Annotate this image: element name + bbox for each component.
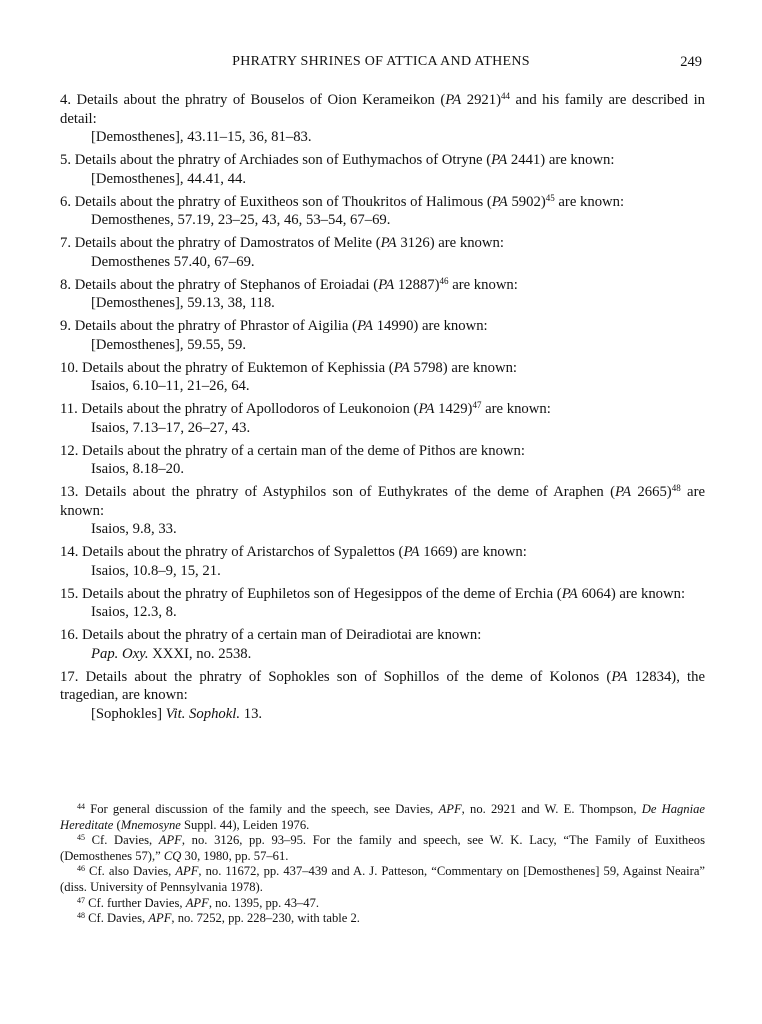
entry-14 bbox=[60, 543, 705, 580]
entry-citation: Isaios, 12.3, 8. bbox=[91, 604, 177, 620]
entry-citation: Isaios, 9.8, 33. bbox=[91, 521, 177, 537]
entry-description: 13. Details about the phratry of Astyphilos son of Euthykrates of the deme of Araphen (PA 2665)$^{48}$ are known: bbox=[60, 483, 705, 519]
entry-description: 15. Details about the phratry of Euphiletos son of Hegesippos of the deme of Erchia (PA 6064) are known: bbox=[60, 585, 686, 602]
entry-citation: [Demosthenes], 43.11–15, 36, 81–83. bbox=[91, 129, 312, 145]
footnote-48: $^{48}$ Cf. Davies, APF, no. 7252, pp. 228–230, with table 2. bbox=[77, 911, 360, 926]
entry-description: 8. Details about the phratry of Stephanos of Eroiadai (PA 12887)$^{46}$ are known: bbox=[60, 275, 518, 293]
entry-15 bbox=[60, 585, 705, 622]
entry-10 bbox=[60, 359, 705, 396]
entry-description: 11. Details about the phratry of Apollodoros of Leukonoion (PA 1429)$^{47}$ are known: bbox=[60, 400, 551, 417]
footnote-ref[interactable]: 48 bbox=[671, 483, 681, 493]
footnote-ref[interactable]: 44 bbox=[501, 91, 511, 101]
entry-description: 14. Details about the phratry of Aristarchos of Sypalettos (PA 1669) are known: bbox=[60, 544, 527, 560]
footnote-45: $^{45}$ Cf. Davies, APF, no. 3126, pp. 93–95. For the family and speech, see W. K. Lacy, “The Family of Euxitheos (Demosthenes 57),” CQ 30, 1980, pp. 57–61. bbox=[60, 833, 705, 863]
entry-citation: Demosthenes 57.40, 67–69. bbox=[91, 253, 255, 270]
entry-5 bbox=[60, 151, 705, 188]
entry-11 bbox=[60, 400, 705, 437]
entry-citation: Isaios, 6.10–11, 21–26, 64. bbox=[91, 378, 250, 394]
entry-description: 7. Details about the phratry of Damostratos of Melite (PA 3126) are known: bbox=[60, 235, 504, 251]
footnote-ref[interactable]: 46 bbox=[439, 275, 449, 286]
entry-description: 17. Details about the phratry of Sophokles son of Sophillos of the deme of Kolonos (PA 12834), the tragedian, are known: bbox=[60, 668, 706, 703]
entry-13 bbox=[60, 483, 705, 539]
entry-citation: [Demosthenes], 44.41, 44. bbox=[91, 170, 247, 187]
entry-description: 9. Details about the phratry of Phrastor of Aigilia (PA 14990) are known: bbox=[60, 318, 488, 334]
entry-citation: Isaios, 8.18–20. bbox=[91, 461, 185, 477]
entry-citation: [Sophokles] Vit. Sophokl. 13. bbox=[91, 705, 263, 722]
entry-citation: [Demosthenes], 59.13, 38, 118. bbox=[91, 295, 275, 311]
running-title: PHRATRY SHRINES OF ATTICA AND ATHENS bbox=[232, 54, 530, 69]
footnote-ref[interactable]: 45 bbox=[545, 192, 555, 203]
footnote-46: $^{46}$ Cf. also Davies, APF, no. 11672, pp. 437–439 and A. J. Patteson, “Commentary on [Demosthenes] 59, Against Neaira” (diss. University of Pennsylvania 1978). bbox=[60, 864, 705, 894]
entry-description: 4. Details about the phratry of Bouselos of Oion Kerameikon (PA 2921)$^{44}$ and his family are described in detail: bbox=[60, 91, 705, 127]
entry-citation: [Demosthenes], 59.55, 59. bbox=[91, 336, 247, 353]
entry-description: 5. Details about the phratry of Archiades son of Euthymachos of Otryne (PA 2441) are known: bbox=[60, 152, 615, 168]
entry-citation: Isaios, 7.13–17, 26–27, 43. bbox=[91, 419, 251, 436]
page-number: 249 bbox=[680, 54, 702, 70]
footnote-47: $^{47}$ Cf. further Davies, APF, no. 1395, pp. 43–47. bbox=[77, 895, 320, 910]
entry-list bbox=[60, 91, 705, 728]
running-header bbox=[0, 54, 762, 76]
footnote-ref[interactable]: 47 bbox=[472, 400, 482, 410]
entry-description: 12. Details about the phratry of a certain man of the deme of Pithos are known: bbox=[60, 442, 525, 459]
entry-citation: Demosthenes, 57.19, 23–25, 43, 46, 53–54, 67–69. bbox=[91, 212, 391, 228]
entry-17 bbox=[60, 668, 705, 724]
footnotes bbox=[60, 802, 705, 927]
entry-6 bbox=[60, 193, 705, 230]
entry-citation: Pap. Oxy. XXXI, no. 2538. bbox=[91, 645, 252, 662]
entry-description: 16. Details about the phratry of a certain man of Deiradiotai are known: bbox=[60, 627, 482, 643]
entry-description: 6. Details about the phratry of Euxitheos son of Thoukritos of Halimous (PA 5902)$^{45}$ are known: bbox=[60, 192, 625, 210]
entry-4 bbox=[60, 91, 705, 147]
entry-7 bbox=[60, 234, 705, 271]
entry-9 bbox=[60, 317, 705, 354]
entry-citation: Isaios, 10.8–9, 15, 21. bbox=[91, 562, 221, 579]
entry-description: 10. Details about the phratry of Euktemon of Kephissia (PA 5798) are known: bbox=[60, 359, 517, 376]
entry-8 bbox=[60, 276, 705, 313]
footnote-44: $^{44}$ For general discussion of the family and the speech, see Davies, APF, no. 2921 and W. E. Thompson, De Hagniae Hereditate (Mnemosyne Suppl. 44), Leiden 1976. bbox=[60, 802, 705, 832]
entry-12 bbox=[60, 442, 705, 479]
entry-16 bbox=[60, 626, 705, 663]
